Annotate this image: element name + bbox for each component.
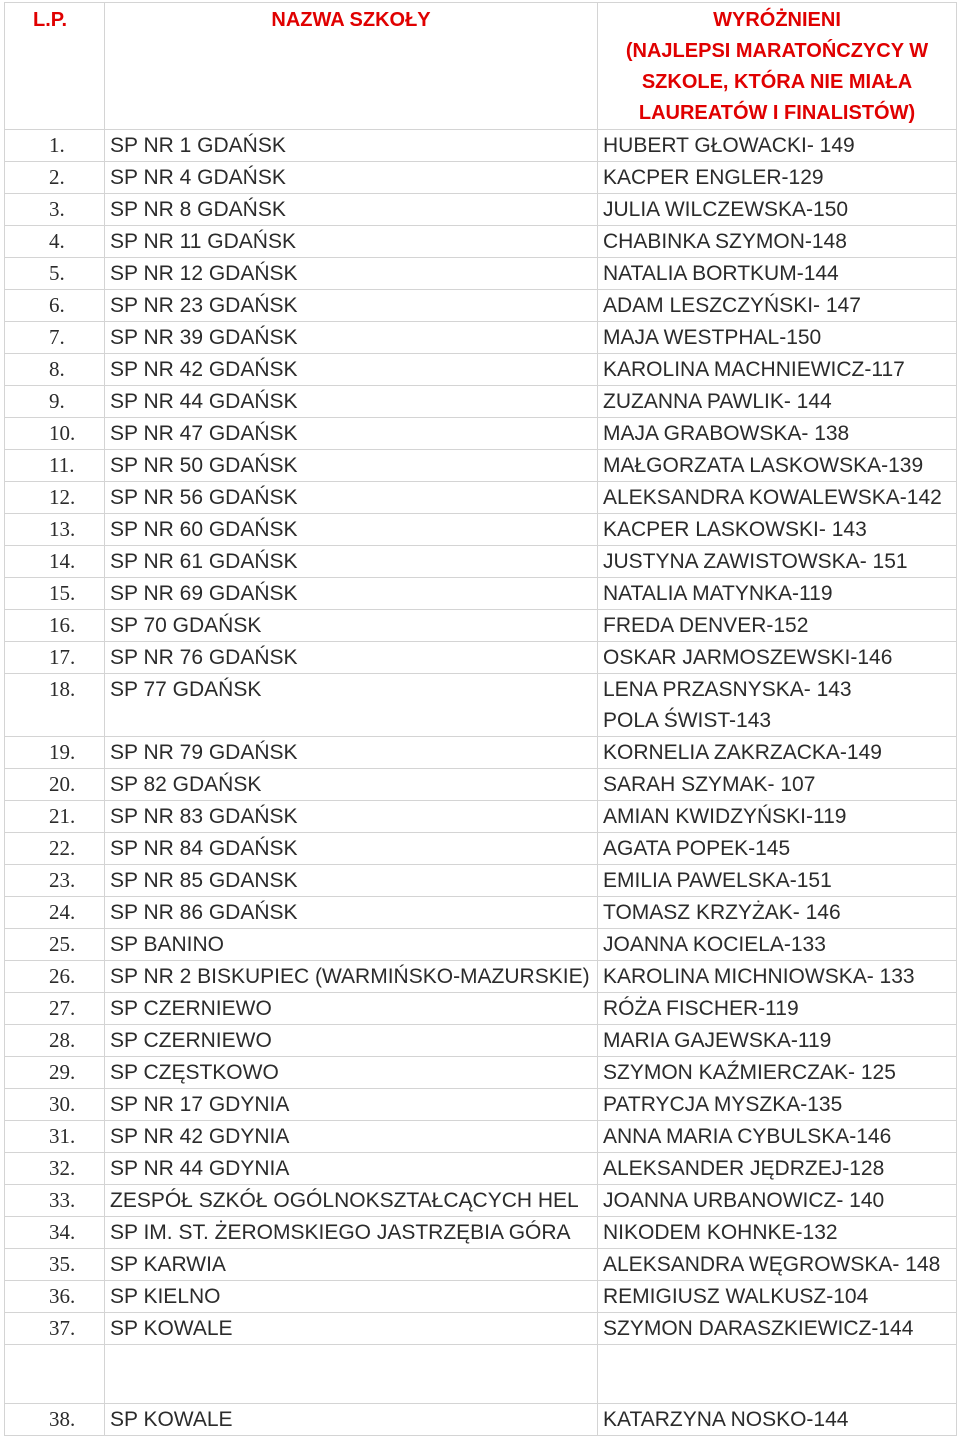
winner-name: ADAM LESZCZYŃSKI- 147	[603, 294, 861, 317]
header-school: NAZWA SZKOŁY	[105, 3, 598, 130]
school-name: SP NR 17 GDYNIA	[105, 1089, 598, 1121]
winner-name: JUSTYNA ZAWISTOWSKA- 151	[603, 550, 908, 573]
table-row	[5, 801, 957, 833]
winner-name: MAJA WESTPHAL-150	[603, 326, 822, 349]
spacer-cell	[5, 1345, 105, 1404]
winners-cell	[598, 1153, 957, 1185]
table-row	[5, 1249, 957, 1281]
school-name: SP NR 86 GDAŃSK	[105, 897, 598, 929]
school-name: SP CZĘSTKOWO	[105, 1057, 598, 1089]
winners-cell	[598, 578, 957, 610]
school-name: SP NR 12 GDAŃSK	[105, 258, 598, 290]
winner-name: NIKODEM KOHNKE-132	[603, 1221, 838, 1244]
table-row	[5, 929, 957, 961]
school-name: SP CZERNIEWO	[105, 1025, 598, 1057]
winners-cell	[598, 737, 957, 769]
row-number: 34.	[5, 1217, 105, 1249]
table-row	[5, 1121, 957, 1153]
winner-name: PATRYCJA MYSZKA-135	[603, 1093, 843, 1116]
winners-cell	[598, 865, 957, 897]
winners-cell	[598, 482, 957, 514]
row-number: 7.	[5, 322, 105, 354]
row-number: 1.	[5, 130, 105, 162]
row-number: 4.	[5, 226, 105, 258]
winner-name: SZYMON DARASZKIEWICZ-144	[603, 1317, 914, 1340]
winners-cell	[598, 514, 957, 546]
winner-name: MAŁGORZATA LASKOWSKA-139	[603, 454, 924, 477]
header-lp: L.P.	[5, 3, 105, 130]
winner-name: FREDA DENVER-152	[603, 614, 809, 637]
winners-cell	[598, 1057, 957, 1089]
winners-cell	[598, 929, 957, 961]
winners-cell	[598, 194, 957, 226]
winner-name: MAJA GRABOWSKA- 138	[603, 422, 850, 445]
winners-cell	[598, 833, 957, 865]
school-name: SP NR 23 GDAŃSK	[105, 290, 598, 322]
school-name: SP NR 69 GDAŃSK	[105, 578, 598, 610]
school-name: SP NR 84 GDAŃSK	[105, 833, 598, 865]
school-name: SP IM. ST. ŻEROMSKIEGO JASTRZĘBIA GÓRA	[105, 1217, 598, 1249]
row-number: 33.	[5, 1185, 105, 1217]
winners-cell	[598, 801, 957, 833]
winners-cell	[598, 354, 957, 386]
table-row	[5, 1025, 957, 1057]
school-name: SP NR 83 GDAŃSK	[105, 801, 598, 833]
table-row	[5, 386, 957, 418]
winner-name: SZYMON KAŹMIERCZAK- 125	[603, 1061, 896, 1084]
school-name: SP NR 42 GDYNIA	[105, 1121, 598, 1153]
school-name: SP NR 61 GDAŃSK	[105, 546, 598, 578]
winners-cell	[598, 1249, 957, 1281]
table-row	[5, 578, 957, 610]
results-table	[4, 2, 957, 1436]
row-number: 8.	[5, 354, 105, 386]
winners-cell	[598, 546, 957, 578]
table-row	[5, 1153, 957, 1185]
school-name: SP BANINO	[105, 929, 598, 961]
row-number: 3.	[5, 194, 105, 226]
row-number: 11.	[5, 450, 105, 482]
school-name: SP KOWALE	[105, 1313, 598, 1345]
winner-name: ALEKSANDER JĘDRZEJ-128	[603, 1157, 885, 1180]
winner-name: ANNA MARIA CYBULSKA-146	[603, 1125, 892, 1148]
table-row	[5, 961, 957, 993]
winner-name: RÓŻA FISCHER-119	[603, 997, 799, 1020]
table-row	[5, 642, 957, 674]
school-name: SP NR 4 GDAŃSK	[105, 162, 598, 194]
school-name: SP NR 79 GDAŃSK	[105, 737, 598, 769]
table-row	[5, 737, 957, 769]
winners-cell	[598, 1185, 957, 1217]
row-number: 20.	[5, 769, 105, 801]
winner-name: LENA PRZASNYSKA- 143	[603, 678, 852, 701]
winner-name: KATARZYNA NOSKO-144	[603, 1408, 849, 1431]
winner-name: OSKAR JARMOSZEWSKI-146	[603, 646, 893, 669]
school-name: SP NR 50 GDAŃSK	[105, 450, 598, 482]
winners-cell	[598, 162, 957, 194]
winners-cell	[598, 897, 957, 929]
winners-cell	[598, 961, 957, 993]
table-row	[5, 1217, 957, 1249]
table-row	[5, 354, 957, 386]
table-row	[5, 226, 957, 258]
row-number: 15.	[5, 578, 105, 610]
winners-cell	[598, 674, 957, 737]
row-number: 28.	[5, 1025, 105, 1057]
row-number: 26.	[5, 961, 105, 993]
table-row	[5, 1057, 957, 1089]
school-name: SP 82 GDAŃSK	[105, 769, 598, 801]
winner-name: AMIAN KWIDZYŃSKI-119	[603, 805, 847, 828]
winner-name: KORNELIA ZAKRZACKA-149	[603, 741, 882, 764]
winner-name: NATALIA MATYNKA-119	[603, 582, 833, 605]
spacer-cell	[105, 1345, 598, 1404]
school-name: SP NR 56 GDAŃSK	[105, 482, 598, 514]
row-number: 37.	[5, 1313, 105, 1345]
row-number: 30.	[5, 1089, 105, 1121]
row-number: 35.	[5, 1249, 105, 1281]
row-number: 25.	[5, 929, 105, 961]
row-number: 5.	[5, 258, 105, 290]
school-name: SP NR 47 GDAŃSK	[105, 418, 598, 450]
winner-name: KACPER ENGLER-129	[603, 166, 824, 189]
row-number: 38.	[5, 1404, 105, 1436]
winners-cell	[598, 418, 957, 450]
school-name: SP NR 11 GDAŃSK	[105, 226, 598, 258]
spacer-cell	[598, 1345, 957, 1404]
row-number: 16.	[5, 610, 105, 642]
winners-cell	[598, 450, 957, 482]
school-name: SP NR 1 GDAŃSK	[105, 130, 598, 162]
winner-name: KAROLINA MICHNIOWSKA- 133	[603, 965, 915, 988]
row-number: 2.	[5, 162, 105, 194]
school-name: SP CZERNIEWO	[105, 993, 598, 1025]
table-row	[5, 897, 957, 929]
row-number: 29.	[5, 1057, 105, 1089]
header-winners	[598, 3, 957, 130]
winner-name: JOANNA KOCIELA-133	[603, 933, 826, 956]
winner-name: ALEKSANDRA WĘGROWSKA- 148	[603, 1253, 941, 1276]
row-number: 21.	[5, 801, 105, 833]
table-row	[5, 258, 957, 290]
winner-name: REMIGIUSZ WALKUSZ-104	[603, 1285, 869, 1308]
school-name: SP NR 85 GDANSK	[105, 865, 598, 897]
winner-name: MARIA GAJEWSKA-119	[603, 1029, 832, 1052]
table-row	[5, 993, 957, 1025]
winners-cell	[598, 1281, 957, 1313]
table-body	[5, 130, 957, 1436]
header-row	[5, 3, 957, 130]
table-row	[5, 1089, 957, 1121]
winners-cell	[598, 642, 957, 674]
winners-cell	[598, 1217, 957, 1249]
school-name: SP 77 GDAŃSK	[105, 674, 598, 737]
table-row	[5, 418, 957, 450]
school-name: SP NR 39 GDAŃSK	[105, 322, 598, 354]
school-name: SP NR 44 GDAŃSK	[105, 386, 598, 418]
winner-name: ZUZANNA PAWLIK- 144	[603, 390, 832, 413]
table-row	[5, 769, 957, 801]
winner-name: POLA ŚWIST-143	[603, 709, 772, 732]
row-number: 19.	[5, 737, 105, 769]
table-row	[5, 450, 957, 482]
table-row	[5, 1313, 957, 1345]
table-row	[5, 1185, 957, 1217]
school-name: SP NR 2 BISKUPIEC (WARMIŃSKO-MAZURSKIE)	[105, 961, 598, 993]
table-row	[5, 833, 957, 865]
winner-name: CHABINKA SZYMON-148	[603, 230, 847, 253]
winner-name: EMILIA PAWELSKA-151	[603, 869, 832, 892]
table-row	[5, 130, 957, 162]
winners-cell	[598, 386, 957, 418]
spacer-row	[5, 1345, 957, 1404]
winner-name: HUBERT GŁOWACKI- 149	[603, 134, 855, 157]
table-row	[5, 482, 957, 514]
row-number: 32.	[5, 1153, 105, 1185]
winners-cell	[598, 258, 957, 290]
row-number: 13.	[5, 514, 105, 546]
winner-name: JOANNA URBANOWICZ- 140	[603, 1189, 885, 1212]
school-name: SP NR 42 GDAŃSK	[105, 354, 598, 386]
row-number: 23.	[5, 865, 105, 897]
winners-cell	[598, 226, 957, 258]
winners-cell	[598, 993, 957, 1025]
winner-name: TOMASZ KRZYŻAK- 146	[603, 901, 841, 924]
winners-cell	[598, 1121, 957, 1153]
school-name: SP NR 8 GDAŃSK	[105, 194, 598, 226]
winner-name: KACPER LASKOWSKI- 143	[603, 518, 867, 541]
winners-cell	[598, 769, 957, 801]
table-row	[5, 194, 957, 226]
table-row	[5, 322, 957, 354]
row-number: 18.	[5, 674, 105, 737]
row-number: 27.	[5, 993, 105, 1025]
winners-cell	[598, 290, 957, 322]
row-number: 12.	[5, 482, 105, 514]
table-row	[5, 162, 957, 194]
table-row	[5, 514, 957, 546]
winners-cell	[598, 1313, 957, 1345]
winners-cell	[598, 1404, 957, 1436]
winners-cell	[598, 130, 957, 162]
winners-cell	[598, 610, 957, 642]
row-number: 22.	[5, 833, 105, 865]
school-name: SP NR 60 GDAŃSK	[105, 514, 598, 546]
table-row	[5, 674, 957, 737]
school-name: ZESPÓŁ SZKÓŁ OGÓLNOKSZTAŁCĄCYCH HEL	[105, 1185, 598, 1217]
school-name: SP KIELNO	[105, 1281, 598, 1313]
table-row	[5, 865, 957, 897]
winner-name: JULIA WILCZEWSKA-150	[603, 198, 849, 221]
table-row	[5, 610, 957, 642]
row-number: 14.	[5, 546, 105, 578]
header-winners-title: WYRÓŻNIENI	[713, 9, 841, 31]
school-name: SP KARWIA	[105, 1249, 598, 1281]
table-row	[5, 546, 957, 578]
winner-name: NATALIA BORTKUM-144	[603, 262, 839, 285]
row-number: 9.	[5, 386, 105, 418]
school-name: SP NR 76 GDAŃSK	[105, 642, 598, 674]
winners-cell	[598, 1025, 957, 1057]
row-number: 31.	[5, 1121, 105, 1153]
winner-name: SARAH SZYMAK- 107	[603, 773, 816, 796]
table-row	[5, 290, 957, 322]
school-name: SP 70 GDAŃSK	[105, 610, 598, 642]
row-number: 6.	[5, 290, 105, 322]
winner-name: AGATA POPEK-145	[603, 837, 791, 860]
row-number: 17.	[5, 642, 105, 674]
table-row	[5, 1404, 957, 1436]
header-winners-subtitle: (NAJLEPSI MARATOŃCZYCY W SZKOLE, KTÓRA NIE MIAŁA LAUREATÓW I FINALISTÓW)	[625, 40, 929, 124]
school-name: SP KOWALE	[105, 1404, 598, 1436]
row-number: 10.	[5, 418, 105, 450]
winner-name: ALEKSANDRA KOWALEWSKA-142	[603, 486, 942, 509]
winner-name: KAROLINA MACHNIEWICZ-117	[603, 358, 905, 381]
row-number: 36.	[5, 1281, 105, 1313]
table-row	[5, 1281, 957, 1313]
row-number: 24.	[5, 897, 105, 929]
winners-cell	[598, 1089, 957, 1121]
school-name: SP NR 44 GDYNIA	[105, 1153, 598, 1185]
winners-cell	[598, 322, 957, 354]
